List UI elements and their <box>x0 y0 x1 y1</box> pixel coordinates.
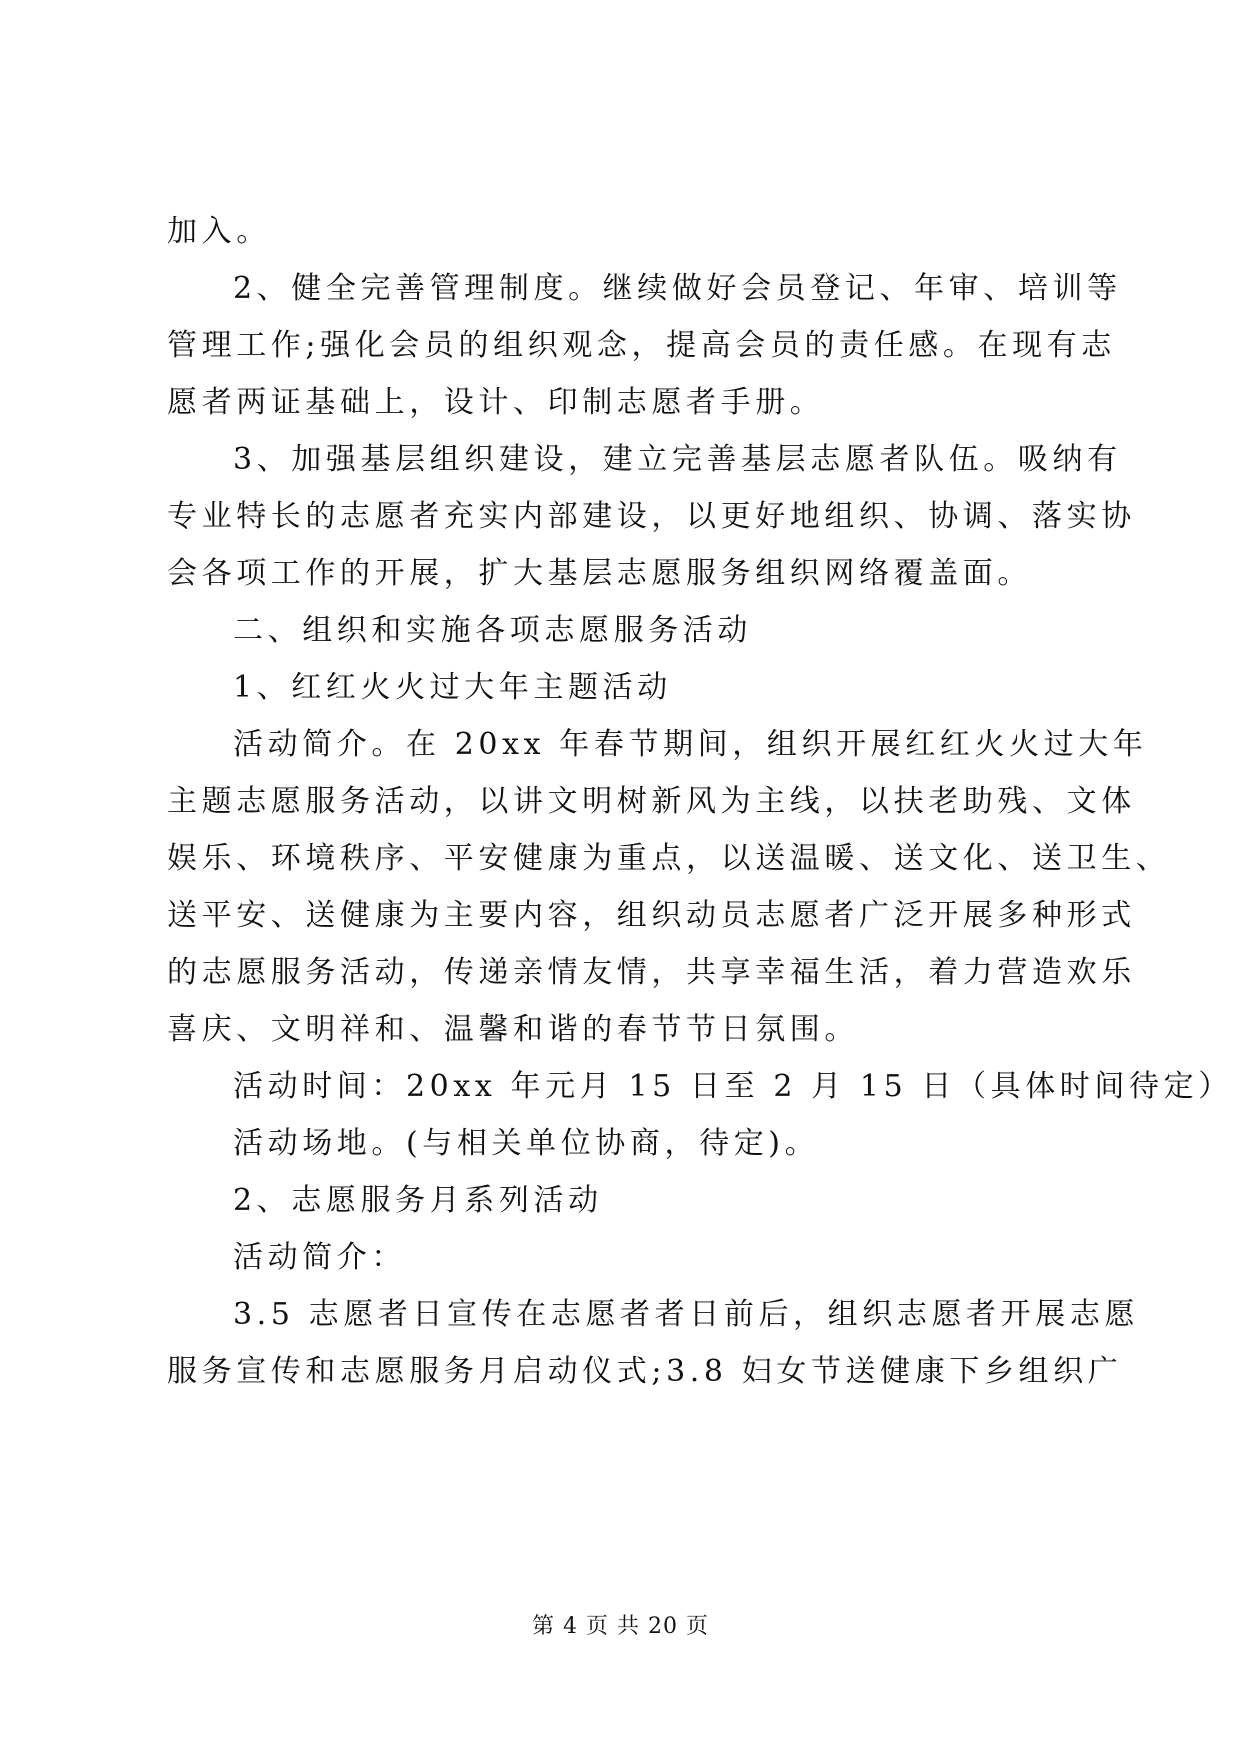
text-line: 活动时间：20xx 年元月 15 日至 2 月 15 日（具体时间待定） <box>233 1069 1233 1104</box>
page-footer <box>0 1612 1241 1642</box>
text-line: 愿者两证基础上，设计、印制志愿者手册。 <box>167 385 825 420</box>
subsection-heading: 1、红红火火过大年主题活动 <box>233 670 672 705</box>
page-number-label: 第 4 页 共 20 页 <box>532 1614 709 1639</box>
text-line: 活动场地。(与相关单位协商，待定)。 <box>233 1126 820 1161</box>
text-line: 2、健全完善管理制度。继续做好会员登记、年审、培训等 <box>233 271 1122 306</box>
text-line: 的志愿服务活动，传递亲情友情，共享幸福生活，着力营造欢乐 <box>167 955 1136 990</box>
text-line: 专业特长的志愿者充实内部建设，以更好地组织、协调、落实协 <box>167 499 1136 534</box>
text-line: 3、加强基层组织建设，建立完善基层志愿者队伍。吸纳有 <box>233 442 1122 477</box>
text-line: 喜庆、文明祥和、温馨和谐的春节节日氛围。 <box>167 1012 859 1047</box>
subsection-heading: 2、志愿服务月系列活动 <box>233 1183 603 1218</box>
text-line: 娱乐、环境秩序、平安健康为重点，以送温暖、送文化、送卫生、 <box>167 841 1171 876</box>
text-line: 主题志愿服务活动，以讲文明树新风为主线，以扶老助残、文体 <box>167 784 1136 819</box>
text-line: 加入。 <box>167 214 271 249</box>
text-line: 活动简介： <box>233 1240 406 1275</box>
text-line: 管理工作;强化会员的组织观念，提高会员的责任感。在现有志 <box>167 328 1116 363</box>
text-line: 送平安、送健康为主要内容，组织动员志愿者广泛开展多种形式 <box>167 898 1136 933</box>
text-line: 服务宣传和志愿服务月启动仪式;3.8 妇女节送健康下乡组织广 <box>167 1354 1123 1389</box>
section-heading: 二、组织和实施各项志愿服务活动 <box>233 613 752 648</box>
text-line: 活动简介。在 20xx 年春节期间，组织开展红红火火过大年 <box>233 727 1148 762</box>
text-line: 会各项工作的开展，扩大基层志愿服务组织网络覆盖面。 <box>167 556 1032 591</box>
text-line: 3.5 志愿者日宣传在志愿者者日前后，组织志愿者开展志愿 <box>233 1297 1140 1332</box>
